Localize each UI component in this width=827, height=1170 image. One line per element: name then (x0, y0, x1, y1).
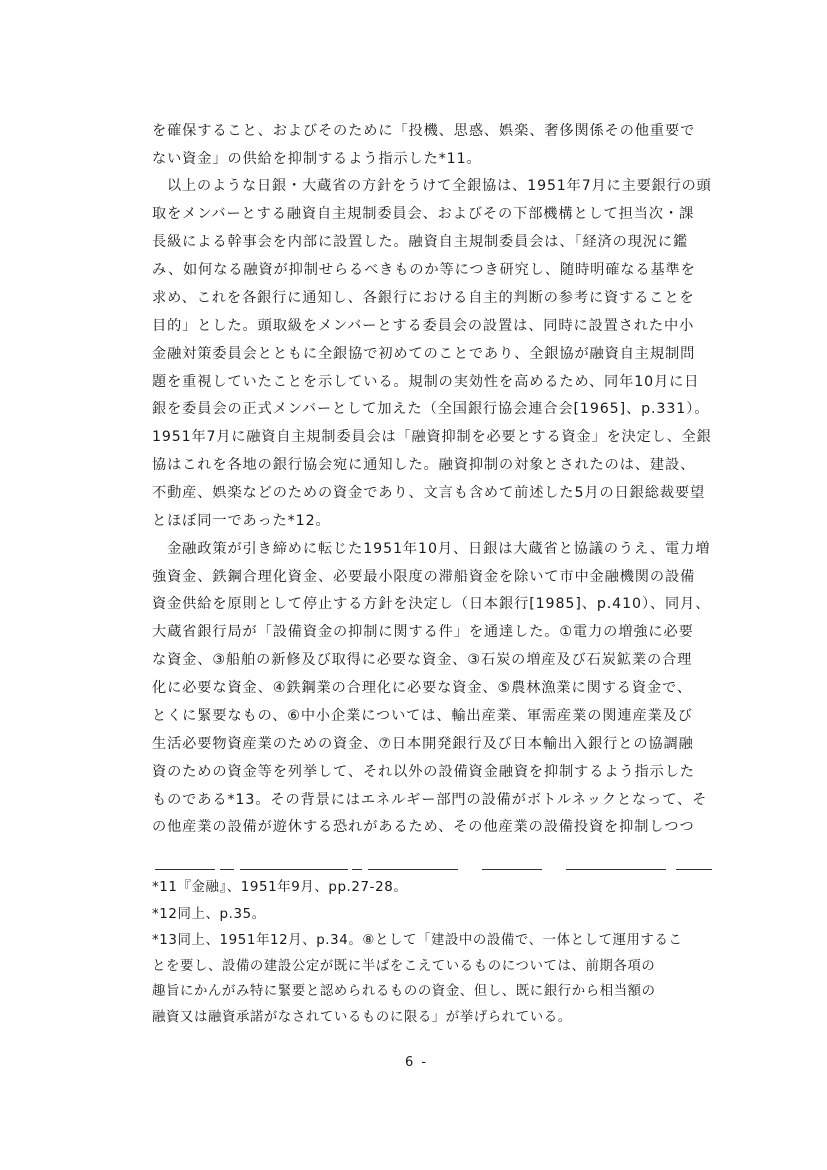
footnote: *11『金融』、1951年9月、pp.27-28。 (152, 880, 408, 895)
footnote-rule (155, 869, 215, 870)
body-line: の他産業の設備が遊休する恐れがあるため、その他産業の設備投資を抑制しつつ (152, 819, 695, 835)
body-line: 目的」とした。頭取級をメンバーとする委員会の設置は、同時に設置された中小 (152, 318, 695, 334)
footnote: *12同上、p.35。 (152, 907, 266, 922)
body-line: 長級による幹事会を内部に設置した。融資自主規制委員会は、「経済の現況に鑑 (152, 234, 689, 250)
body-line: 金融対策委員会とともに全銀協で初めてのことであり、全銀協が融資自主規制問 (152, 346, 696, 362)
body-line: ものである*13。その背景にはエネルギー部門の設備がボトルネックとなって、そ (152, 792, 708, 808)
body-line: 化に必要な資金、④鉄鋼業の合理化に必要な資金、⑤農林漁業に関する資金で、 (152, 680, 692, 696)
body-line: 協はこれを各地の銀行協会宛に通知した。融資抑制の対象とされたのは、建設、 (152, 457, 696, 473)
body-line: 以上のような日銀・大蔵省の方針をうけて全銀協は、1951年7月に主要銀行の頭 (152, 178, 712, 194)
body-line: 金融政策が引き締めに転じた1951年10月、日銀は大蔵省と協議のうえ、電力増 (152, 541, 711, 557)
footnote-rule (676, 869, 712, 870)
page-number: 6 - (405, 1055, 429, 1070)
body-line: を確保すること、およびそのために「投機、思惑、娯楽、奢侈関係その他重要で (152, 123, 696, 139)
body-line: 不動産、娯楽などのための資金であり、文言も含めて前述した5月の日銀総裁要望 (152, 485, 706, 501)
footnote-rule (368, 869, 458, 870)
body-line: 1951年7月に融資自主規制委員会は「融資抑制を必要とする資金」を決定し、全銀 (152, 429, 712, 445)
footnote-rule (566, 869, 666, 870)
footnote-rule (240, 869, 348, 870)
body-line: ない資金」の供給を抑制するよう指示した*11。 (152, 151, 482, 167)
footnote-rule (352, 869, 362, 870)
footnote: とを要し、設備の建設公定が既に半ばをこえているものについては、前期各項の (152, 959, 656, 974)
body-line: 強資金、鉄鋼合理化資金、必要最小限度の滞船資金を除いて市中金融機関の設備 (152, 569, 696, 585)
body-line: 生活必要物資産業のための資金、⑦日本開発銀行及び日本輸出入銀行との協調融 (152, 736, 694, 752)
footnote: 趣旨にかんがみ特に緊要と認められるものの資金、但し、既に銀行から相当額の (152, 984, 656, 999)
body-line: とくに緊要なもの、⑥中小企業については、輸出産業、軍需産業の関連産業及び (152, 708, 693, 724)
body-line: 資のための資金等を列挙して、それ以外の設備資金融資を抑制するよう指示した (152, 764, 695, 780)
footnote: 融資又は融資承諾がなされているものに限る」が挙げられている。 (152, 1010, 572, 1025)
footnote: *13同上、1951年12月、p.34。⑧として「建設中の設備で、一体として運用するこ (152, 933, 683, 948)
body-line: 題を重視していたことを示している。規制の実効性を高めるため、同年10月に日 (152, 374, 700, 390)
body-line: み、如何なる融資が抑制せらるべきものか等につき研究し、随時明確なる基準を (152, 262, 696, 278)
footnote-rule (220, 869, 234, 870)
body-line: 求め、これを各銀行に通知し、各銀行における自主的判断の参考に資することを (152, 290, 695, 306)
body-line: 銀を委員会の正式メンバーとして加えた（全国銀行協会連合会[1965]、p.331）。 (152, 401, 710, 417)
body-line: 取をメンバーとする融資自主規制委員会、およびその下部機構として担当次・課 (152, 206, 695, 222)
body-line: 大蔵省銀行局が「設備資金の抑制に関する件」を通達した。①電力の増強に必要 (152, 624, 694, 640)
body-line: とほぼ同一であった*12。 (152, 513, 331, 529)
footnote-rule (482, 869, 542, 870)
body-line: 資金供給を原則として停止する方針を決定し（日本銀行[1985]、p.410）、同月、 (152, 596, 711, 612)
body-line: な資金、③船舶の新修及び取得に必要な資金、③石炭の増産及び石炭鉱業の合理 (152, 652, 693, 668)
